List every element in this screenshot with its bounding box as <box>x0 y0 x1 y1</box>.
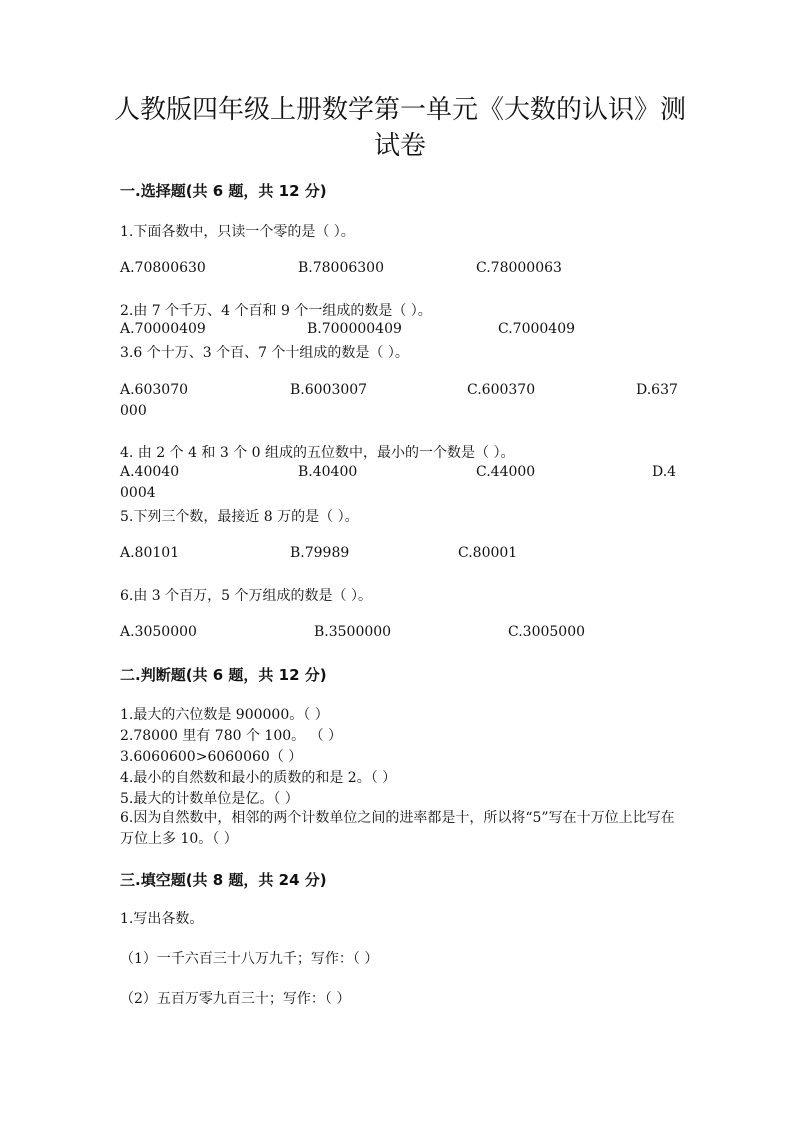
question-4: 4. 由 2 个 4 和 3 个 0 组成的五位数中，最小的一个数是（ ）。 <box>120 445 515 461</box>
section-heading-choice: 一.选择题(共 6 题，共 12 分) <box>120 182 327 200</box>
q4-option-c: C.44000 <box>476 464 536 480</box>
worksheet-title <box>100 92 700 164</box>
question-1: 1.下面各数中，只读一个零的是（ ）。 <box>120 224 355 240</box>
section-heading-fill-blank: 三.填空题(共 8 题，共 24 分) <box>120 871 327 889</box>
q2-option-b: B.700000409 <box>307 321 402 337</box>
q1-option-a: A.70800630 <box>120 260 206 276</box>
q4-option-d: D.4 <box>652 464 677 480</box>
question-2: 2.由 7 个千万、4 个百和 9 个一组成的数是（ ）。 <box>120 303 432 319</box>
fill-question-1: 1.写出各数。 <box>120 911 204 927</box>
q2-option-c: C.7000409 <box>498 321 576 337</box>
question-3: 3.6 个十万、3 个百、7 个十组成的数是（ ）。 <box>120 345 409 361</box>
question-6: 6.由 3 个百万，5 个万组成的数是（ ）。 <box>120 588 372 604</box>
q5-option-a: A.80101 <box>120 545 180 561</box>
tf-question-5: 5.最大的计数单位是亿。（ ） <box>120 791 299 807</box>
q6-option-c: C.3005000 <box>508 624 586 640</box>
tf-question-1: 1.最大的六位数是 900000。（ ） <box>120 707 329 723</box>
fill-question-1-part-1: （1）一千六百三十八万九千；写作：（ ） <box>120 951 379 967</box>
q5-option-c: C.80001 <box>458 545 518 561</box>
q3-option-a: A.603070 <box>120 382 189 398</box>
tf-question-6: 6.因为自然数中，相邻的两个计数单位之间的进率都是十，所以将“5”写在十万位上比写在万位上多 10。（ ） <box>120 810 675 847</box>
title-line-2: 试卷 <box>373 131 426 161</box>
fill-question-1-part-2: （2）五百万零九百三十；写作：（ ） <box>120 991 351 1007</box>
q4-option-a: A.40040 <box>120 464 180 480</box>
q3-option-c: C.600370 <box>467 382 536 398</box>
q6-option-a: A.3050000 <box>120 624 197 640</box>
question-5: 5.下列三个数，最接近 8 万的是（ ）。 <box>120 509 359 525</box>
q3-option-b: B.6003007 <box>290 382 368 398</box>
q3-option-d: D.637 <box>636 382 678 398</box>
q4-option-b: B.40400 <box>298 464 358 480</box>
q5-option-b: B.79989 <box>290 545 350 561</box>
tf-question-4: 4.最小的自然数和最小的质数的和是 2。（ ） <box>120 770 397 786</box>
section-heading-true-false: 二.判断题(共 6 题，共 12 分) <box>120 666 327 684</box>
title-line-1: 人教版四年级上册数学第一单元《大数的认识》测 <box>113 95 686 125</box>
q1-option-b: B.78006300 <box>298 260 384 276</box>
tf-question-2: 2.78000 里有 780 个 100。 （ ） <box>120 728 343 744</box>
q2-option-a: A.70000409 <box>120 321 206 337</box>
q6-option-b: B.3500000 <box>314 624 392 640</box>
q4-option-d-wrap: 0004 <box>120 485 156 501</box>
q1-option-c: C.78000063 <box>476 260 562 276</box>
tf-question-3: 3.6060600>6060060（ ） <box>120 749 303 765</box>
q3-option-d-wrap: 000 <box>120 403 147 419</box>
